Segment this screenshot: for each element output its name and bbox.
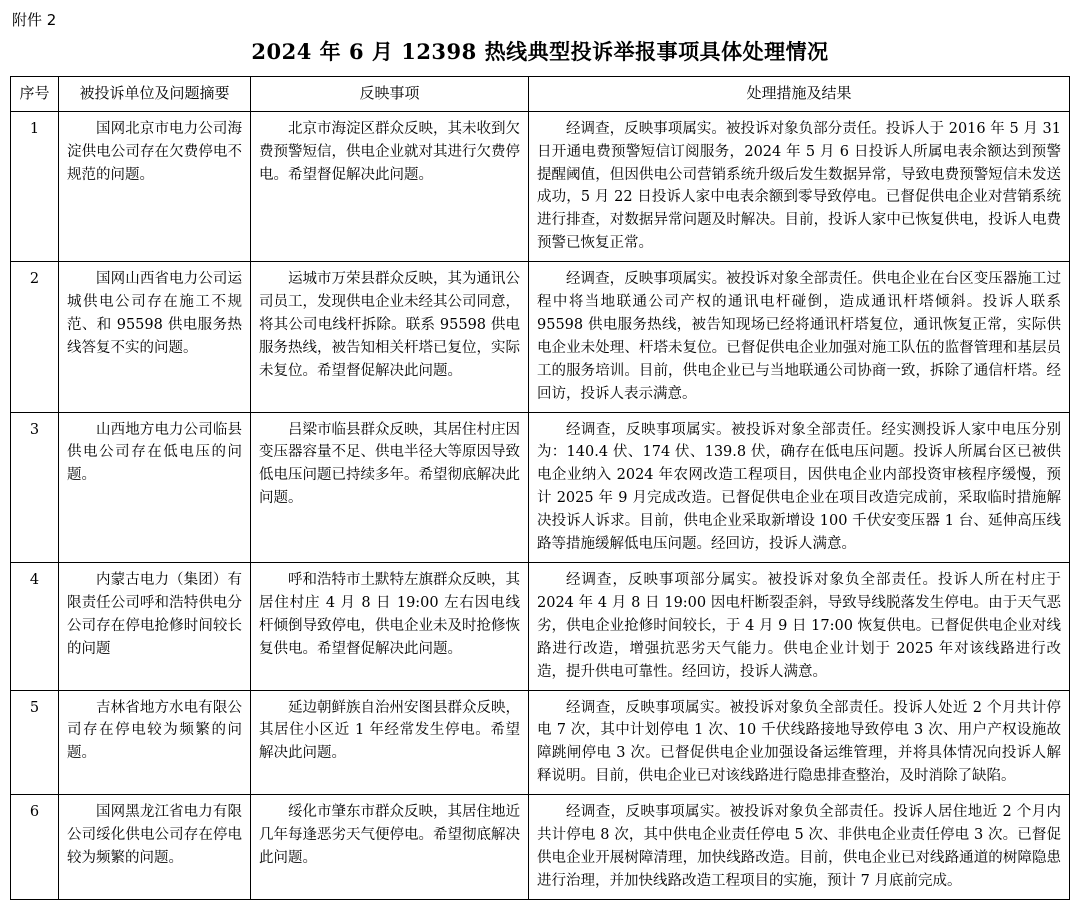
column-header-index: 序号 [11, 77, 59, 112]
row-issue [251, 412, 529, 562]
row-result-text: 经调查，反映事项属实。被投诉对象负全部责任。投诉人居住地近 2 个月内共计停电 8 次，其中供电企业责任停电 5 次、非供电企业责任停电 3 次。已督促供电企业开展树障清理，加快线路改造。目前，供电企业已对线路通道的树障隐患进行治理，并加快线路改造工程项目的实施，预计 7 月底前完成。 [537, 804, 1061, 889]
row-unit-text: 国网黑龙江省电力有限公司绥化供电公司存在停电较为频繁的问题。 [67, 804, 242, 866]
row-issue [251, 795, 529, 900]
row-result [529, 795, 1070, 900]
row-unit [59, 412, 251, 562]
row-issue-text: 运城市万荣县群众反映，其为通讯公司员工，发现供电企业未经其公司同意，将其公司电线杆拆除。联系 95598 供电服务热线，被告知相关杆塔已复位，实际未复位。希望督促解决此问题。 [259, 271, 520, 379]
row-result [529, 262, 1070, 412]
page-title: 2024 年 6 月 12398 热线典型投诉举报事项具体处理情况 [251, 39, 829, 64]
row-result-text: 经调查，反映事项部分属实。被投诉对象负全部责任。投诉人所在村庄于 2024 年 4 月 8 日 19:00 因电杆断裂歪斜，导致导线脱落发生停电。由于天气恶劣，供电企业抢修时间较长，于 4 月 9 日 17:00 恢复供电。已督促供电企业对线路进行改造，增强抗恶劣天气能力。供电企业计划于 2025 年对该线路进行改造，提升供电可靠性。经回访，投诉人满意。 [537, 572, 1061, 680]
row-unit [59, 563, 251, 691]
row-issue [251, 563, 529, 691]
row-issue [251, 690, 529, 795]
row-issue-text: 呼和浩特市土默特左旗群众反映，其居住村庄 4 月 8 日 19:00 左右因电线杆倾倒导致停电，供电企业未及时抢修恢复供电。希望督促解决此问题。 [259, 572, 520, 657]
row-issue [251, 111, 529, 261]
column-header-unit: 被投诉单位及问题摘要 [59, 77, 251, 112]
table-row [11, 795, 1070, 900]
row-index: 6 [11, 795, 59, 900]
attachment-label: 附件 2 [12, 11, 57, 29]
table-row [11, 111, 1070, 261]
table-row [11, 563, 1070, 691]
row-index: 1 [11, 111, 59, 261]
column-header-issue: 反映事项 [251, 77, 529, 112]
row-index: 5 [11, 690, 59, 795]
row-unit-text: 内蒙古电力（集团）有限责任公司呼和浩特供电分公司存在停电抢修时间较长的问题 [67, 572, 242, 657]
row-unit [59, 795, 251, 900]
row-unit-text: 山西地方电力公司临县供电公司存在低电压的问题。 [67, 421, 242, 484]
row-result [529, 690, 1070, 795]
row-result-text: 经调查，反映事项属实。被投诉对象负全部责任。投诉人处近 2 个月共计停电 7 次，其中计划停电 1 次、10 千伏线路接地导致停电 3 次、用户产权设施故障跳闸停电 3 次。已督促供电企业加强设备运维管理，并将具体情况向投诉人解释说明。目前，供电企业已对该线路进行隐患排查整治，及时消除了缺陷。 [537, 699, 1061, 785]
row-index: 2 [11, 262, 59, 412]
table-header-row [11, 77, 1070, 112]
row-result [529, 111, 1070, 261]
row-issue-text: 吕梁市临县群众反映，其居住村庄因变压器容量不足、供电半径大等原因导致低电压问题已持续多年。希望彻底解决此问题。 [259, 421, 520, 507]
complaints-table [10, 76, 1070, 900]
row-unit-text: 国网山西省电力公司运城供电公司存在施工不规范、和 95598 供电服务热线答复不实的问题。 [67, 271, 242, 356]
row-result-text: 经调查，反映事项属实。被投诉对象全部责任。供电企业在台区变压器施工过程中将当地联通公司产权的通讯电杆碰倒，造成通讯杆塔倾斜。投诉人联系 95598 供电服务热线，被告知现场已经将通讯杆塔复位，通讯恢复正常，实际供电企业未处理、杆塔未复位。已督促供电企业加强对施工队伍的监督管理和基层员工的服务培训。目前，供电企业已与当地联通公司协商一致，拆除了通信杆塔。经回访，投诉人表示满意。 [537, 271, 1061, 402]
row-result-text: 经调查，反映事项属实。被投诉对象全部责任。经实测投诉人家中电压分别为：140.4 伏、174 伏、139.8 伏，确存在低电压问题。投诉人所属台区已被供电企业纳入 2024 年农网改造工程项目，因供电企业内部投资审核程序缓慢，预计 2025 年 9 月完成改造。已督促供电企业在项目改造完成前，采取临时措施解决投诉人诉求。目前，供电企业采取新增设 100 千伏安变压器 1 台、延伸高压线路等措施缓解低电压问题。经回访，投诉人满意。 [537, 421, 1061, 553]
column-header-result: 处理措施及结果 [529, 77, 1070, 112]
row-result-text: 经调查，反映事项属实。被投诉对象负部分责任。投诉人于 2016 年 5 月 31 日开通电费预警短信订阅服务，2024 年 5 月 6 日投诉人所属电表余额达到预警提醒阈值，但因供电公司营销系统升级后发生数据异常，导致电费预警短信未发送成功，5 月 22 日投诉人家中电表余额到零导致停电。已督促供电企业对营销系统进行排查，对数据异常问题及时解决。目前，投诉人家中已恢复供电，投诉人电费预警已恢复正常。 [537, 120, 1061, 252]
table-row [11, 412, 1070, 562]
row-issue [251, 262, 529, 412]
row-unit [59, 111, 251, 261]
row-index: 4 [11, 563, 59, 691]
table-row [11, 262, 1070, 412]
table-row [11, 690, 1070, 795]
row-unit-text: 吉林省地方水电有限公司存在停电较为频繁的问题。 [67, 699, 242, 762]
row-unit [59, 690, 251, 795]
row-issue-text: 绥化市肇东市群众反映，其居住地近几年每逢恶劣天气便停电。希望彻底解决此问题。 [259, 804, 520, 866]
row-unit [59, 262, 251, 412]
row-index: 3 [11, 412, 59, 562]
row-issue-text: 延边朝鲜族自治州安图县群众反映，其居住小区近 1 年经常发生停电。希望解决此问题。 [259, 699, 520, 762]
row-unit-text: 国网北京市电力公司海淀供电公司存在欠费停电不规范的问题。 [67, 120, 242, 183]
row-result [529, 412, 1070, 562]
row-issue-text: 北京市海淀区群众反映，其未收到欠费预警短信，供电企业就对其进行欠费停电。希望督促解决此问题。 [259, 120, 520, 183]
row-result [529, 563, 1070, 691]
